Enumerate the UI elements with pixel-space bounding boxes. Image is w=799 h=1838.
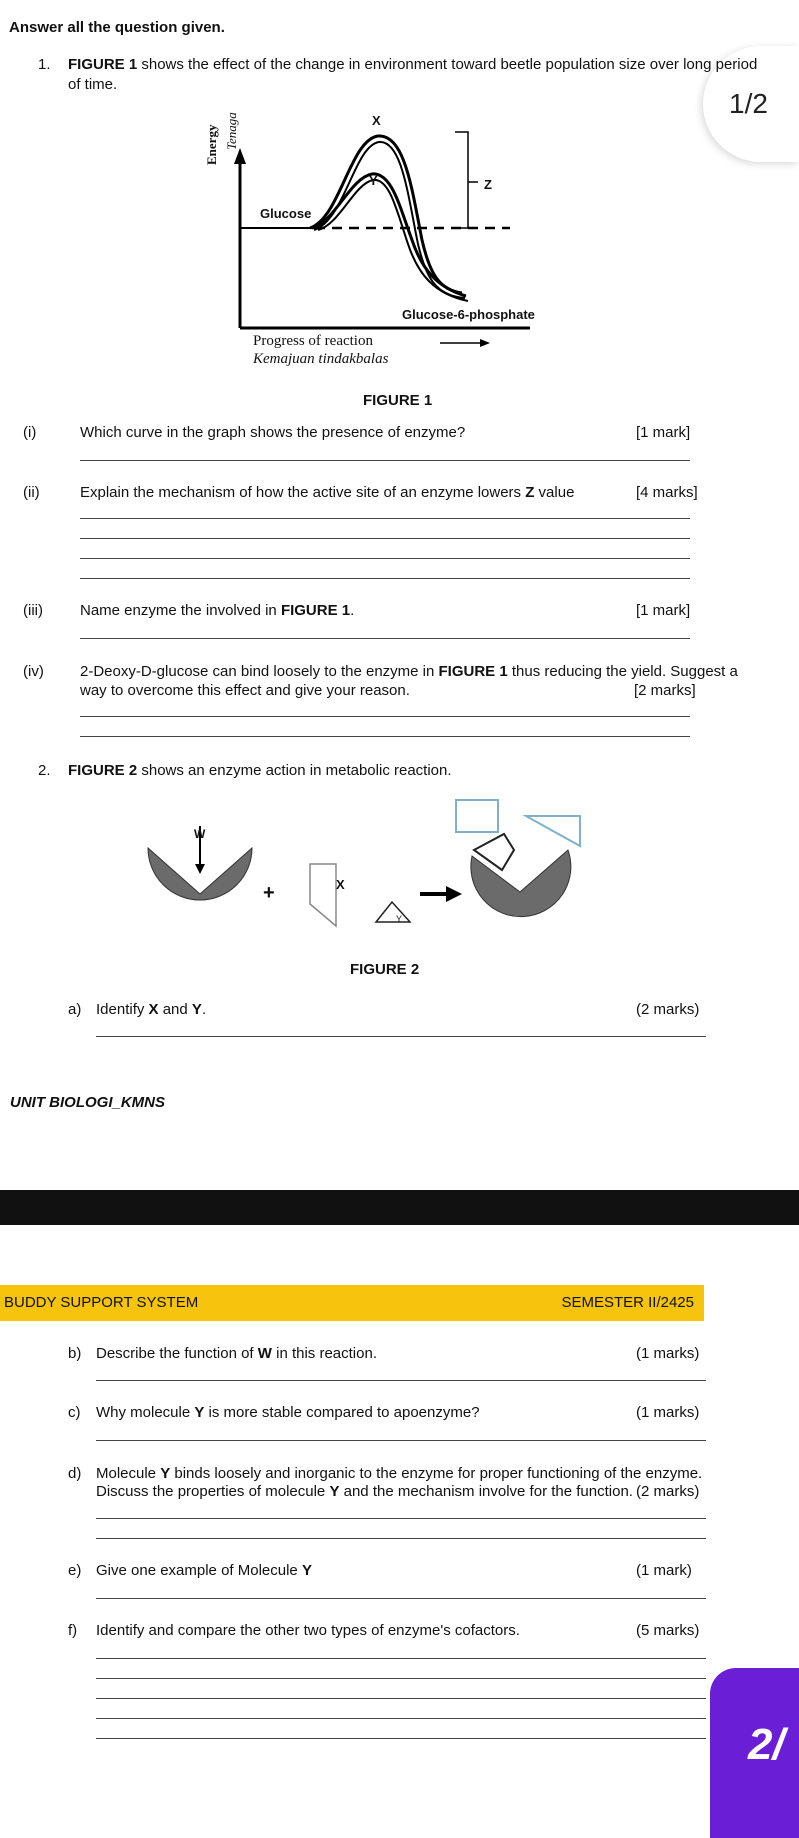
q1-i-marks: [1 mark]	[636, 424, 691, 441]
q1-iii-text-b: .	[350, 602, 355, 619]
answer-line[interactable]	[80, 460, 690, 461]
figure1-caption: FIGURE 1	[363, 392, 433, 409]
page-indicator-text: 1/2	[729, 88, 768, 119]
qc-marks: (1 marks)	[636, 1404, 700, 1421]
answer-line[interactable]	[96, 1518, 706, 1519]
answer-line[interactable]	[96, 1598, 706, 1599]
q1-iii-text	[80, 602, 354, 620]
answer-line[interactable]	[96, 1678, 706, 1679]
answer-line[interactable]	[96, 1738, 706, 1739]
answer-line[interactable]	[96, 1440, 706, 1441]
qa-text-a: Identify	[96, 1001, 149, 1018]
qc-text-b: is more stable compared to apoenzyme?	[204, 1404, 480, 1421]
q1-iv-text-b: thus reducing the yield. Suggest a	[507, 663, 738, 680]
q1-iv-num: (iv)	[23, 663, 44, 680]
q1-ii-marks: [4 marks]	[636, 484, 698, 501]
qc-text-a: Why molecule	[96, 1404, 195, 1421]
z-bracket	[455, 132, 468, 228]
qc-bold: Y	[194, 1404, 205, 1421]
q1-ii-text	[80, 484, 574, 502]
qa-num: a)	[68, 1001, 82, 1018]
q1-iv-bold: FIGURE 1	[438, 663, 508, 680]
page-separator-band	[0, 1190, 799, 1225]
qd-line2-bold: Y	[329, 1483, 340, 1500]
qd-marks: (2 marks)	[636, 1483, 700, 1500]
q1-iii-num: (iii)	[23, 602, 43, 619]
header-left: BUDDY SUPPORT SYSTEM	[4, 1294, 199, 1311]
answer-line[interactable]	[96, 1036, 706, 1037]
q1-iii-text-a: Name enzyme the involved in	[80, 602, 281, 619]
substrate-x-shape	[310, 864, 336, 926]
qa-text-c: .	[201, 1001, 207, 1018]
product-label: Glucose-6-phosphate	[402, 307, 535, 322]
q1-stem-text: shows the effect of the change in environment toward beetle population size over long period	[137, 56, 758, 73]
qb-bold: W	[257, 1345, 272, 1362]
q1-iii-bold: FIGURE 1	[280, 602, 351, 619]
qc-num: c)	[68, 1404, 81, 1421]
glucose-label: Glucose	[260, 206, 312, 221]
qd-text-a: Molecule	[96, 1465, 161, 1482]
corner-glyph: 2/	[748, 1720, 785, 1769]
progress-label: Progress of reaction	[253, 333, 373, 349]
w-arrow-head	[195, 864, 205, 874]
qf-num: f)	[68, 1622, 78, 1639]
qe-text-a: Give one example of Molecule	[96, 1562, 302, 1579]
q1-iv-marks: [2 marks]	[634, 682, 696, 699]
figure1-graph	[200, 100, 560, 365]
answer-line[interactable]	[80, 538, 690, 539]
qf-marks: (5 marks)	[636, 1622, 700, 1639]
w-label: W	[194, 827, 206, 841]
qa-text	[96, 1001, 206, 1019]
z-label: Z	[484, 177, 492, 192]
y-axis-arrow	[234, 148, 246, 164]
answer-line[interactable]	[96, 1718, 706, 1719]
qe-marks: (1 mark)	[636, 1562, 692, 1579]
answer-line[interactable]	[80, 518, 690, 519]
q1-ii-bold: Z	[525, 484, 535, 501]
figure2-diagram	[140, 790, 600, 950]
molecule-y-shape	[376, 902, 410, 922]
curve-y-label: Y	[369, 173, 378, 188]
qb-text-a: Describe the function of	[96, 1345, 258, 1362]
reaction-arrow-head	[446, 886, 462, 902]
qe-num: e)	[68, 1562, 82, 1579]
qd-line2-a: Discuss the properties of molecule	[96, 1483, 330, 1500]
q1-iv-text-a: 2-Deoxy-D-glucose can bind loosely to the enzyme in	[80, 663, 439, 680]
q2-stem	[68, 762, 452, 780]
q1-ii-text-a: Explain the mechanism of how the active site of an enzyme lowers	[80, 484, 526, 501]
answer-line[interactable]	[80, 638, 690, 639]
q2-prefix: FIGURE 2	[68, 762, 138, 779]
qb-marks: (1 marks)	[636, 1345, 700, 1362]
qe-bold: Y	[301, 1562, 312, 1579]
answer-line[interactable]	[80, 716, 690, 717]
figure2-caption: FIGURE 2	[350, 961, 420, 978]
qc-text	[96, 1404, 480, 1422]
qa-bold-x: X	[148, 1001, 159, 1018]
unit-label: UNIT BIOLOGI_KMNS	[10, 1094, 166, 1111]
progress-arrow-head	[480, 339, 490, 347]
q1-iv-text	[80, 663, 738, 681]
curve-x-label: X	[372, 113, 381, 128]
q1-ii-num: (ii)	[23, 484, 40, 501]
product-square	[456, 800, 498, 832]
y-label: Y	[396, 914, 403, 924]
qd-line2	[96, 1483, 633, 1501]
curve-x-shadow	[314, 142, 465, 298]
product-triangle	[526, 816, 580, 846]
qa-text-b: and	[158, 1001, 192, 1018]
qd-text-b: binds loosely and inorganic to the enzyme for proper functioning of the enzyme.	[170, 1465, 703, 1482]
q1-iv-line2: way to overcome this effect and give your reason.	[80, 682, 410, 699]
qe-text	[96, 1562, 312, 1580]
next-page-corner-button[interactable]	[710, 1668, 799, 1838]
q2-number: 2.	[38, 762, 51, 779]
q1-stem-line2: of time.	[68, 76, 118, 93]
qa-marks: (2 marks)	[636, 1001, 700, 1018]
q1-prefix: FIGURE 1	[68, 56, 138, 73]
complex-enzyme-shape	[471, 850, 571, 917]
instruction-text: Answer all the question given.	[9, 19, 225, 36]
qb-text-b: in this reaction.	[271, 1345, 377, 1362]
header-right: SEMESTER II/2425	[561, 1294, 694, 1311]
answer-line[interactable]	[80, 578, 690, 579]
energy-label: Energy	[204, 124, 219, 165]
qd-text	[96, 1465, 702, 1483]
answer-line[interactable]	[80, 558, 690, 559]
answer-line[interactable]	[96, 1538, 706, 1539]
q1-number: 1.	[38, 56, 51, 73]
q1-ii-text-b: value	[534, 484, 575, 501]
qb-text	[96, 1345, 377, 1363]
x-label: X	[336, 877, 345, 892]
answer-line[interactable]	[80, 736, 690, 737]
answer-line[interactable]	[96, 1658, 706, 1659]
answer-line[interactable]	[96, 1380, 706, 1381]
tenaga-label: Tenaga	[224, 112, 239, 150]
qd-bold: Y	[160, 1465, 171, 1482]
qd-num: d)	[68, 1465, 82, 1482]
qa-bold-y: Y	[191, 1001, 202, 1018]
qf-text: Identify and compare the other two types of enzyme's cofactors.	[96, 1622, 520, 1639]
plus-sign: +	[263, 882, 275, 904]
qb-num: b)	[68, 1345, 82, 1362]
q1-i-text: Which curve in the graph shows the presence of enzyme?	[80, 424, 466, 441]
q1-stem-line1	[68, 56, 757, 74]
page-header-bar	[0, 1285, 704, 1321]
progress-malay-label: Kemajuan tindakbalas	[253, 351, 389, 367]
q1-iii-marks: [1 mark]	[636, 602, 691, 619]
q1-i-num: (i)	[23, 424, 37, 441]
curve-y-shadow	[318, 180, 468, 301]
q2-stem-text: shows an enzyme action in metabolic reaction.	[137, 762, 452, 779]
answer-line[interactable]	[96, 1698, 706, 1699]
qd-line2-b: and the mechanism involve for the function.	[339, 1483, 633, 1500]
